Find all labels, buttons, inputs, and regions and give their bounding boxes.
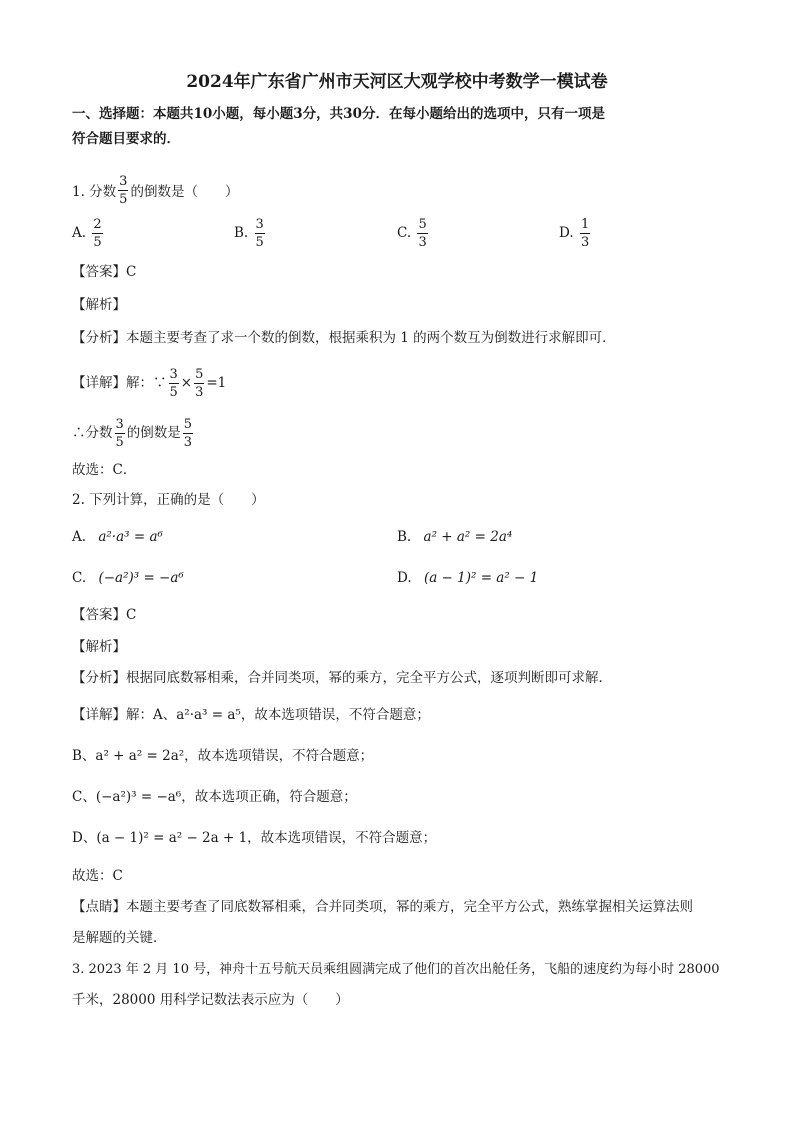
- q1-analysis-head: 【解析】: [72, 297, 126, 313]
- q2-comment-line2: 是解题的关键．: [72, 930, 167, 946]
- q2-option-d: [397, 568, 538, 588]
- q2-option-a-expr: a²·a³ = a⁶: [98, 529, 163, 545]
- q1-stem-frac-den: 5: [119, 192, 128, 207]
- q1-option-d: [559, 218, 592, 249]
- q1-stem-prefix: 1. 分数: [72, 184, 117, 200]
- q1-option-b-num: 3: [255, 217, 264, 232]
- q1-option-c-num: 5: [418, 217, 427, 232]
- q1-option-b-label: B.: [234, 225, 249, 241]
- q1-conclusion-mid: 的倒数是: [126, 425, 181, 441]
- q2-comment-line1: 【点睛】本题主要考查了同底数幂相乘，合并同类项，幂的乘方，完全平方公式，熟练掌握相关运算法则: [72, 899, 693, 915]
- q1-detail-frac2: [194, 368, 204, 399]
- q1-detail-prefix: 【详解】解：∵: [72, 375, 167, 391]
- q1-conclusion: [72, 412, 722, 454]
- q1-conclusion-frac1: [115, 418, 125, 449]
- q2-option-a-label: A.: [72, 529, 87, 545]
- q1-option-c: [397, 218, 430, 249]
- q1-conclusion-prefix: ∴分数: [72, 425, 113, 441]
- q1-answer: 【答案】C: [72, 264, 137, 280]
- q2-analysis: 【分析】根据同底数幂相乘，合并同类项，幂的乘方，完全平方公式，逐项判断即可求解．: [72, 670, 612, 686]
- q1-option-a-fraction: [92, 218, 102, 249]
- q1-conclusion-frac1-den: 5: [115, 434, 124, 450]
- q2-detail-d: D、(a − 1)² = a² − 2a + 1，故本选项错误，不符合题意；: [72, 830, 437, 846]
- q1-option-c-label: C.: [397, 225, 412, 241]
- q1-stem-frac-num: 3: [119, 174, 128, 189]
- q1-stem: [72, 160, 722, 207]
- q2-option-c-expr: (−a²)³ = −a⁶: [98, 570, 184, 586]
- q1-stem-suffix: 的倒数是（ ）: [130, 184, 239, 200]
- q2-detail-a: 【详解】解：A、a²·a³ = a⁵，故本选项错误，不符合题意；: [72, 707, 430, 723]
- q1-option-c-fraction: [417, 218, 427, 249]
- q1-detail-frac1-den: 5: [169, 384, 178, 400]
- q2-option-d-expr: (a − 1)² = a² − 1: [423, 570, 539, 586]
- q2-option-c: [72, 568, 184, 588]
- q1-conclusion-frac2: [183, 418, 193, 449]
- q1-detail: [72, 362, 722, 404]
- q1-option-a-num: 2: [93, 217, 102, 232]
- q1-option-d-num: 1: [580, 217, 590, 232]
- q1-conclusion-frac2-num: 5: [183, 416, 193, 432]
- q2-analysis-head: 【解析】: [72, 639, 126, 655]
- q2-stem: 2. 下列计算，正确的是（ ）: [72, 492, 265, 508]
- q3-stem-line2: 千米，28000 用科学记数法表示应为（ ）: [72, 992, 349, 1008]
- q2-answer: 【答案】C: [72, 607, 137, 623]
- exam-title: 2024年广东省广州市天河区大观学校中考数学一模试卷: [186, 72, 608, 92]
- q3-stem-line1: 3. 2023 年 2 月 10 号，神舟十五号航天员乘组圆满完成了他们的首次出舱任务，飞船的速度约为每小时 28000: [72, 962, 720, 977]
- q1-option-a-den: 5: [93, 235, 102, 250]
- q1-option-b-fraction: [255, 218, 265, 249]
- q1-stem-fraction: [118, 175, 128, 206]
- q1-option-c-den: 3: [418, 235, 427, 250]
- q1-option-d-den: 3: [580, 235, 590, 250]
- q2-option-d-label: D.: [397, 570, 412, 586]
- q1-detail-frac1: [169, 368, 179, 399]
- q2-detail-b: B、a² + a² = 2a²，故本选项错误，不符合题意；: [72, 748, 374, 764]
- q1-option-b-den: 5: [255, 235, 264, 250]
- q1-option-a: [72, 218, 105, 249]
- q1-conclusion-frac2-den: 3: [183, 434, 193, 450]
- section-heading-line1: 一、选择题：本题共10小题，每小题3分，共30分．在每小题给出的选项中，只有一项是: [72, 106, 605, 122]
- q1-option-a-label: A.: [72, 225, 87, 241]
- q2-option-b-label: B.: [397, 529, 412, 545]
- q2-choose: 故选：C: [72, 868, 123, 884]
- q1-detail-frac1-num: 3: [169, 366, 178, 382]
- q1-detail-times: ×: [180, 375, 193, 391]
- q1-option-d-fraction: [580, 218, 590, 249]
- q1-option-b: [234, 218, 267, 249]
- q1-conclusion-frac1-num: 3: [115, 416, 124, 432]
- q1-detail-frac2-den: 3: [195, 384, 204, 400]
- q2-detail-c: C、(−a²)³ = −a⁶，故本选项正确，符合题意；: [72, 789, 357, 805]
- q2-option-b: [397, 527, 512, 547]
- q1-choose: 故选：C．: [72, 462, 137, 478]
- q2-option-b-expr: a² + a² = 2a⁴: [423, 529, 513, 545]
- q2-option-a: [72, 527, 163, 547]
- q2-option-c-label: C.: [72, 570, 87, 586]
- q1-option-d-label: D.: [559, 225, 574, 241]
- section-heading-line2: 符合题目要求的．: [72, 131, 180, 147]
- q1-detail-frac2-num: 5: [195, 366, 204, 382]
- q1-detail-eq: =1: [206, 375, 227, 391]
- q1-analysis: 【分析】本题主要考查了求一个数的倒数，根据乘积为 1 的两个数互为倒数进行求解即可．: [72, 330, 616, 346]
